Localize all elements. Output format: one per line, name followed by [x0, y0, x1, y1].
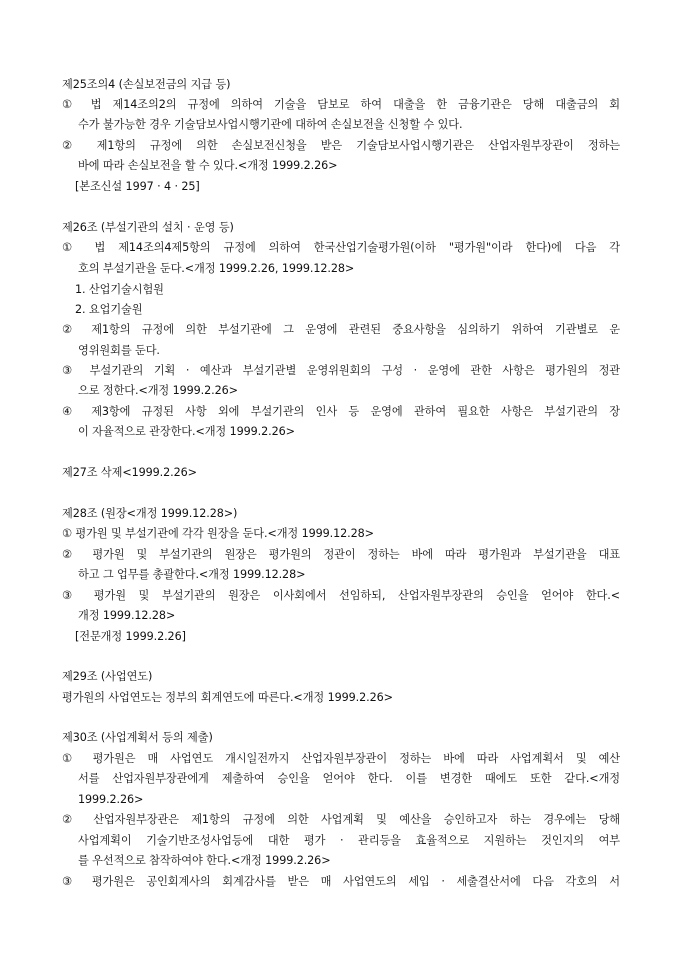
- paragraph-line: ③ 평가원 및 부설기관의 원장은 이사회에서 선임하되, 산업자원부장관의 승인을 얻어야 한다.<: [62, 589, 620, 602]
- paragraph-line: 1999.2.26>: [78, 793, 144, 806]
- paragraph-line: 영위원회를 둔다.: [78, 344, 160, 357]
- paragraph-line: ② 산업자원부장관은 제1항의 규정에 의한 사업계획 및 예산을 승인하고자 하는 경우에는 당해: [62, 813, 620, 826]
- paragraph-line: ① 법 제14조의2의 규정에 의하여 기술을 담보로 하여 대출을 한 금융기관은 당해 대출금의 회: [62, 98, 620, 111]
- paragraph-line: 바에 따라 손실보전을 할 수 있다.<개정 1999.2.26>: [78, 159, 338, 172]
- paragraph-line: 를 우선적으로 참작하여야 한다.<개정 1999.2.26>: [78, 854, 331, 867]
- paragraph-line: 수가 불가능한 경우 기술담보사업시행기관에 대하여 손실보전을 신청할 수 있다.: [78, 118, 463, 131]
- article-heading: 제27조 삭제<1999.2.26>: [62, 466, 197, 479]
- paragraph-line: ② 제1항의 규정에 의한 부설기관에 그 운영에 관련된 중요사항을 심의하기 위하여 기관별로 운: [62, 323, 620, 336]
- paragraph-line: 이 자율적으로 관장한다.<개정 1999.2.26>: [78, 425, 295, 438]
- paragraph-line: 으로 정한다.<개정 1999.2.26>: [78, 384, 238, 397]
- list-item: 1. 산업기술시험원: [75, 283, 164, 296]
- article-heading: 제29조 (사업연도): [62, 670, 153, 683]
- paragraph-line: 하고 그 업무를 총괄한다.<개정 1999.12.28>: [78, 568, 306, 581]
- paragraph-line: ① 법 제14조의4제5항의 규정에 의하여 한국산업기술평가원(이하 "평가원"이라 한다)에 다음 각: [62, 241, 620, 254]
- paragraph-line: 평가원의 사업연도는 정부의 회계연도에 따른다.<개정 1999.2.26>: [62, 691, 393, 704]
- amendment-note: [본조신설 1997 · 4 · 25]: [75, 180, 200, 193]
- paragraph-line: 서를 산업자원부장관에게 제출하여 승인을 얻어야 한다. 이를 변경한 때에도 또한 같다.<개정: [78, 772, 620, 785]
- article-heading: 제26조 (부설기관의 설치 · 운영 등): [62, 221, 234, 234]
- amendment-note: [전문개정 1999.2.26]: [75, 630, 186, 643]
- paragraph-line: ① 평가원 및 부설기관에 각각 원장을 둔다.<개정 1999.12.28>: [62, 527, 374, 540]
- list-item: 2. 요업기술원: [75, 303, 143, 316]
- paragraph-line: ② 평가원 및 부설기관의 원장은 평가원의 정관이 정하는 바에 따라 평가원과 부설기관을 대표: [62, 548, 620, 561]
- paragraph-line: ③ 부설기관의 기획 · 예산과 부설기관별 운영위원회의 구성 · 운영에 관한 사항은 평가원의 정관: [62, 364, 620, 377]
- paragraph-line: ③ 평가원은 공인회계사의 회계감사를 받은 매 사업연도의 세입 · 세출결산서에 다음 각호의 서: [62, 875, 620, 888]
- paragraph-line: ④ 제3항에 규정된 사항 외에 부설기관의 인사 등 운영에 관하여 필요한 사항은 부설기관의 장: [62, 405, 620, 418]
- paragraph-line: ① 평가원은 매 사업연도 개시일전까지 산업자원부장관이 정하는 바에 따라 사업계획서 및 예산: [62, 752, 620, 765]
- article-heading: 제28조 (원장<개정 1999.12.28>): [62, 507, 238, 520]
- article-heading: 제25조의4 (손실보전금의 지급 등): [62, 78, 231, 91]
- article-heading: 제30조 (사업계획서 등의 제출): [62, 731, 213, 744]
- paragraph-line: ② 제1항의 규정에 의한 손실보전신청을 받은 기술담보사업시행기관은 산업자원부장관이 정하는: [62, 139, 620, 152]
- paragraph-line: 사업계획이 기술기반조성사업등에 대한 평가 · 관리등을 효율적으로 지원하는 것인지의 여부: [78, 834, 620, 847]
- paragraph-line: 개정 1999.12.28>: [78, 609, 176, 622]
- paragraph-line: 호의 부설기관을 둔다.<개정 1999.2.26, 1999.12.28>: [78, 262, 355, 275]
